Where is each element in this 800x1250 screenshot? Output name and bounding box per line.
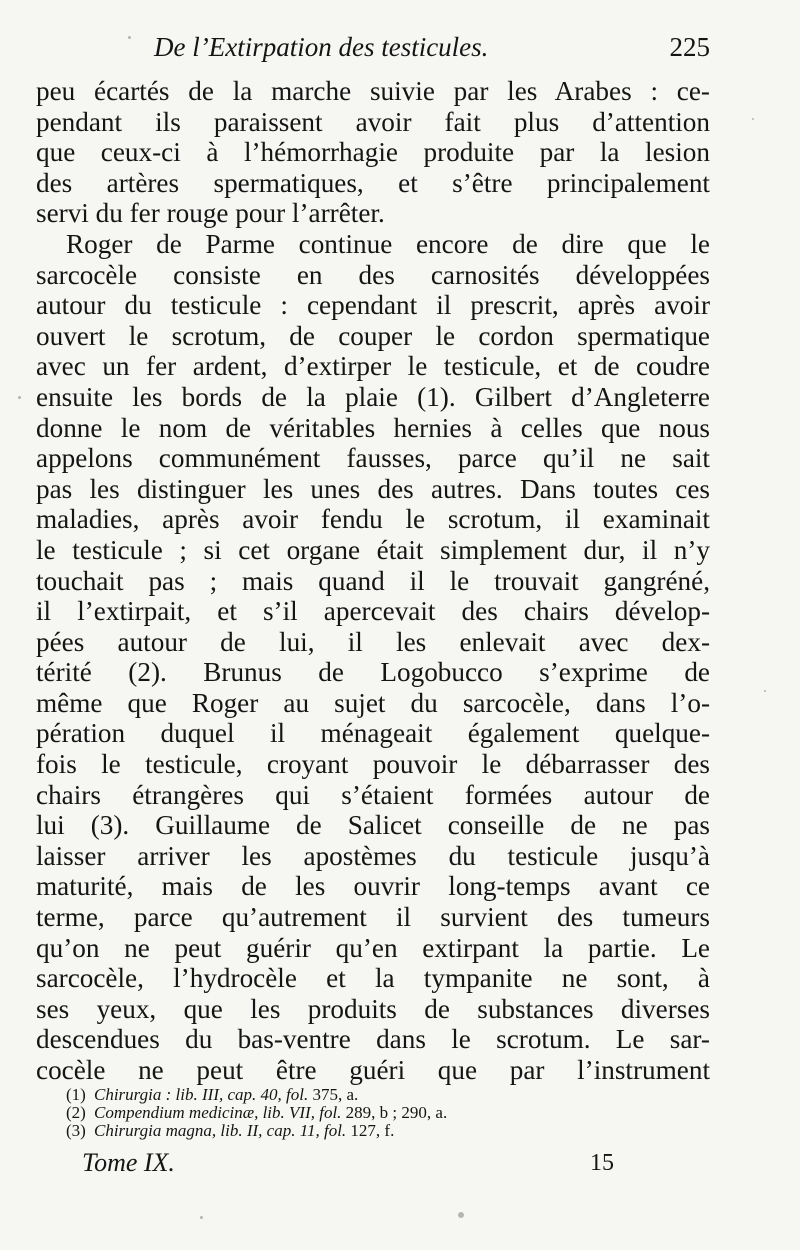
footnote-work: Chirurgia : lib. III, cap. 40, fol. <box>94 1085 309 1104</box>
footnote <box>66 1086 626 1104</box>
volume-signature: Tome IX. <box>82 1148 175 1177</box>
text-line: laisser arriver les apostèmes du testicule jusqu’à <box>36 840 710 871</box>
text-line: maturité, mais de les ouvrir long-temps avant ce <box>36 871 710 902</box>
text-line: chairs étrangères qui s’étaient formées autour de <box>36 779 710 810</box>
footnote-ref: 375, a. <box>308 1085 359 1104</box>
footnotes <box>66 1086 626 1140</box>
footnote-mark: (3) <box>66 1121 86 1140</box>
text-line: autour du testicule : cependant il prescrit, après avoir <box>36 290 710 321</box>
text-line: Roger de Parme continue encore de dire que le <box>66 228 710 259</box>
text-line: avec un fer ardent, d’extirper le testicule, et de coudre <box>36 351 710 382</box>
text-line: appelons communément fausses, parce qu’il ne sait <box>36 443 710 474</box>
text-line: même que Roger au sujet du sarcocèle, dans l’o- <box>36 687 710 718</box>
text-line: ouvert le scrotum, de couper le cordon spermatique <box>36 320 710 351</box>
text-line: sarcocèle consiste en des carnosités développées <box>36 259 710 290</box>
text-line: sarcocèle, l’hydrocèle et la tympanite ne sont, à <box>36 963 710 994</box>
page-header <box>36 30 710 70</box>
text-line: ensuite les bords de la plaie (1). Gilbert d’Angleterre <box>36 381 710 412</box>
text-line: cocèle ne peut être guéri que par l’instrument <box>36 1055 710 1085</box>
text-line: touchait pas ; mais quand il le trouvait gangréné, <box>36 565 710 596</box>
text-line: servi du fer rouge pour l’arrêter. <box>36 198 385 229</box>
text-line: il l’extirpait, et s’il apercevait des chairs dévelop- <box>36 596 710 627</box>
paper-speck <box>128 36 131 39</box>
text-line: ses yeux, que les produits de substances diverses <box>36 993 710 1024</box>
text-line: descendues du bas-ventre dans le scrotum. Le sar- <box>36 1024 710 1055</box>
text-line: lui (3). Guillaume de Salicet conseille de ne pas <box>36 810 710 841</box>
footnote-ref: 127, f. <box>346 1121 395 1140</box>
text-line: donne le nom de véritables hernies à celles que nous <box>36 412 710 443</box>
signature-number: 15 <box>590 1150 614 1176</box>
text-line: pendant ils paraissent avoir fait plus d’attention <box>36 106 710 137</box>
paper-speck <box>200 1216 203 1219</box>
text-line: des artères spermatiques, et s’être principalement <box>36 167 710 198</box>
text-line: terme, parce qu’autrement il survient des tumeurs <box>36 902 710 933</box>
footnote <box>66 1104 626 1122</box>
paper-speck <box>752 118 754 120</box>
footnote <box>66 1122 626 1140</box>
page-number: 225 <box>669 32 710 62</box>
text-line: pas les distinguer les unes des autres. Dans toutes ces <box>36 473 710 504</box>
footnote-mark: (2) <box>66 1103 86 1122</box>
footnote-work: Chirurgia magna, lib. II, cap. 11, fol. <box>94 1121 347 1140</box>
running-title: De l’Extirpation des testicules. <box>154 32 489 62</box>
body-text <box>36 76 710 1086</box>
paper-speck <box>458 1212 464 1218</box>
text-line: que ceux-ci à l’hémorrhagie produite par la lesion <box>36 137 710 168</box>
footnote-work: Compendium medicinæ, lib. VII, fol. <box>94 1103 342 1122</box>
signature-line <box>82 1148 622 1182</box>
footnote-mark: (1) <box>66 1085 86 1104</box>
text-line: térité (2). Brunus de Logobucco s’exprime de <box>36 657 710 688</box>
text-line: peu écartés de la marche suivie par les Arabes : ce- <box>36 76 710 106</box>
text-line: maladies, après avoir fendu le scrotum, il examinait <box>36 504 710 535</box>
paper-speck <box>18 396 21 399</box>
text-line: pées autour de lui, il les enlevait avec dex- <box>36 626 710 657</box>
text-line: le testicule ; si cet organe était simplement dur, il n’y <box>36 534 710 565</box>
text-line: fois le testicule, croyant pouvoir le débarrasser des <box>36 749 710 780</box>
footnote-ref: 289, b ; 290, a. <box>341 1103 448 1122</box>
text-line: pération duquel il ménageait également quelque- <box>36 718 710 749</box>
text-line: qu’on ne peut guérir qu’en extirpant la partie. Le <box>36 932 710 963</box>
paper-speck <box>764 690 766 692</box>
